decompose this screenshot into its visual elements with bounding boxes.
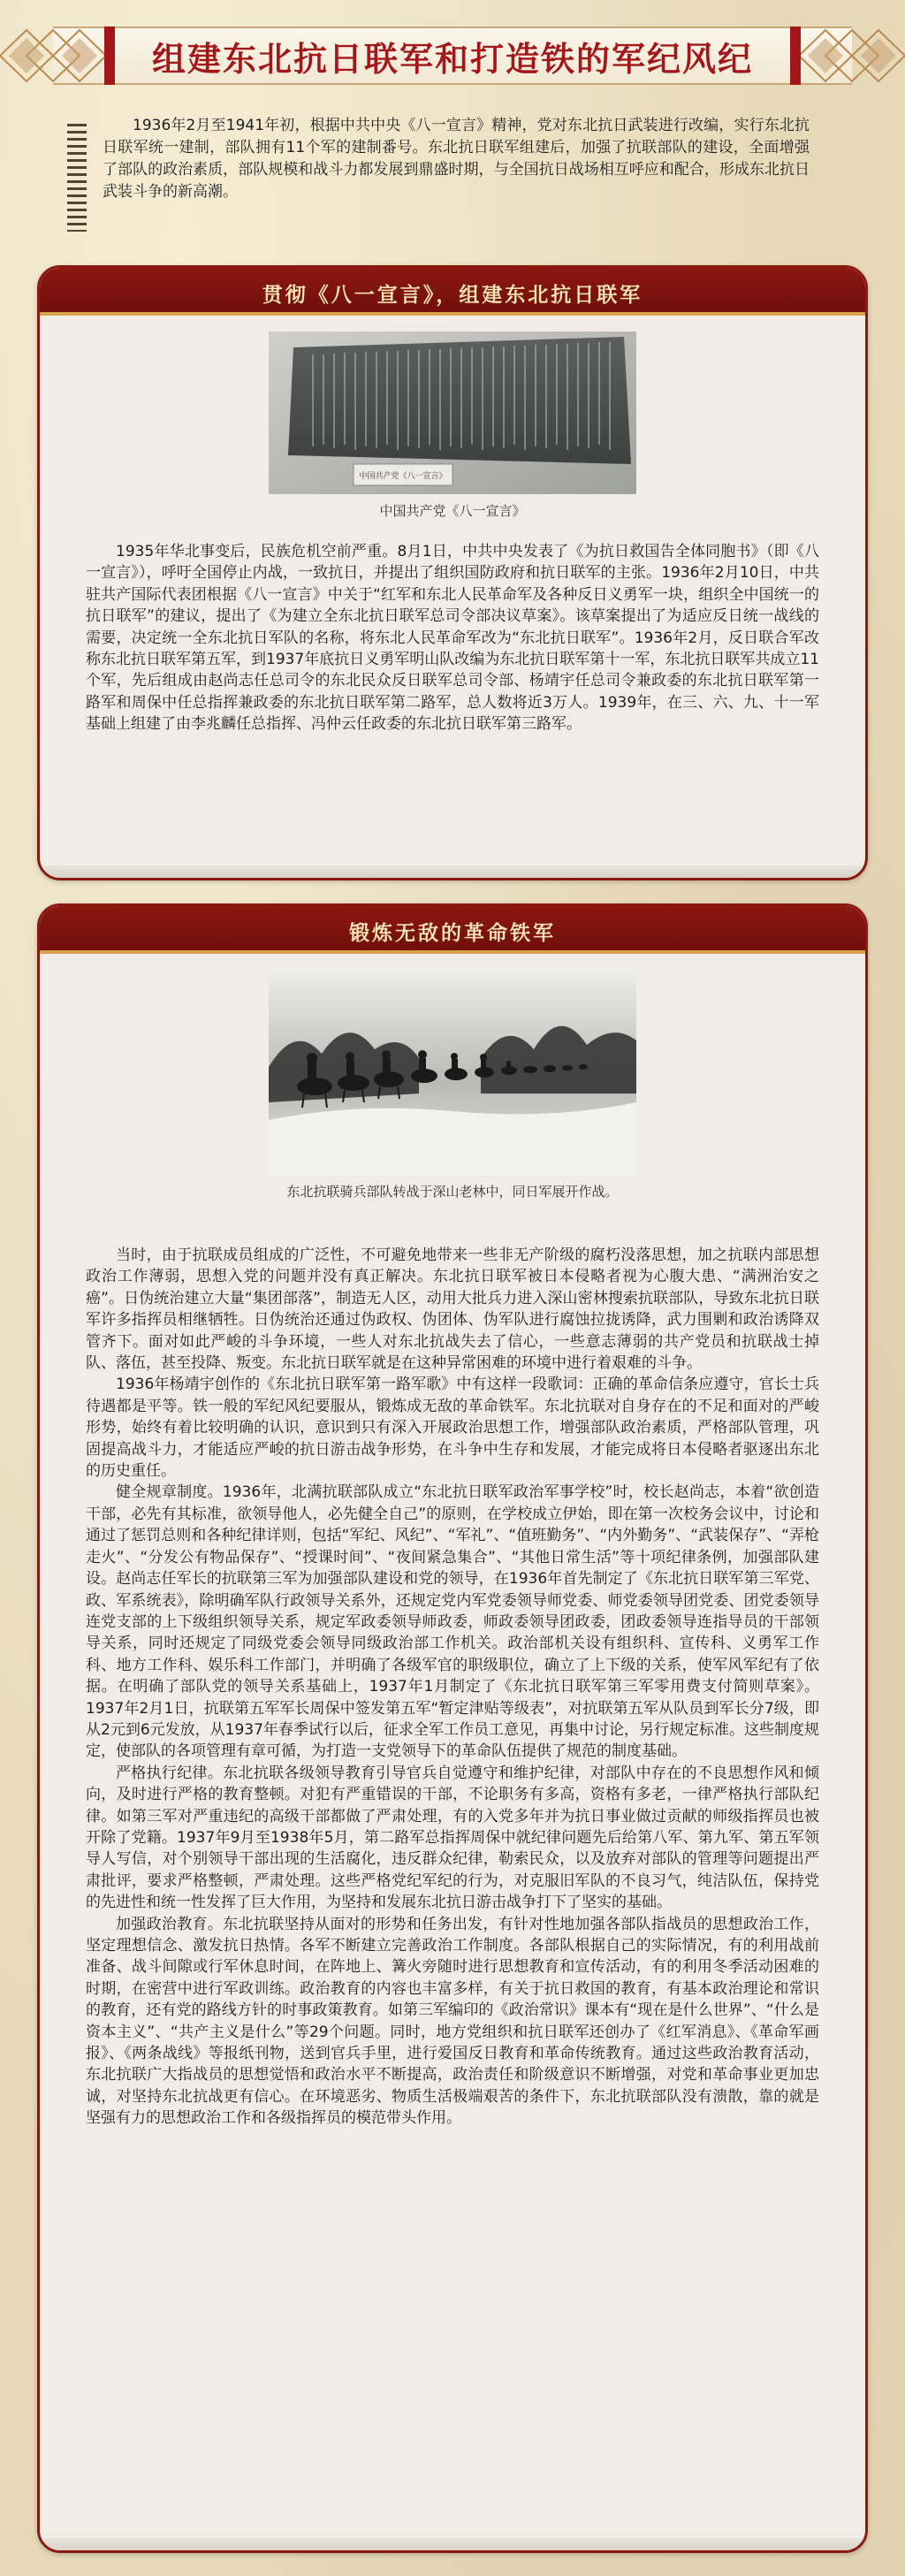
section2-paragraph: 加强政治教育。东北抗联坚持从面对的形势和任务出发，有针对性地加强各部队指战员的思想政治工作，坚定理想信念、激发抗日热情。各军不断建立完善政治工作制度。各部队根据自己的实际情况，有的利用战前准备、战斗间隙或行军休息时间，在阵地上、篝火旁随时进行思想教育和宣传活动，有的利用冬季活动困难的时期，在密营中进行军政训练。政治教育的内容也丰富多样，有关于抗日救国的教育，有基本政治理论和常识的教育，还有党的路线方针的时事政策教育。如第三军编印的《政治常识》课本有“现在是什么世界”、“什么是资本主义”、“共产主义是什么”等29个问题。同时，地方党组织和抗日联军还创办了《红军消息》、《革命军画报》、《两条战线》等报纸刊物，送到官兵手里，进行爱国反日教育和革命传统教育。通过这些政治教育活动，东北抗联广大指战员的思想觉悟和政治水平不断提高，政治责任和阶级意识不断增强，对党和革命事业更加忠诚，对坚持东北抗战更有信心。在环境恶劣、物质生活极端艰苦的条件下，东北抗联部队没有溃散，靠的就是坚强有力的思想政治工作和各级指挥员的模范带头作用。 <box>86 1915 819 2128</box>
section-title-1: 贯彻《八一宣言》，组建东北抗日联军 <box>262 284 643 307</box>
section2-paragraph: 1936年杨靖宇创作的《东北抗日联军第一路军歌》中有这样一段歌词：正确的革命信条应遵守，官长士兵待遇都是平等。铁一般的军纪风纪要服从，锻炼成无敌的革命铁军。东北抗联对自身存在的不足和面对的严峻形势，始终有着比较明确的认识，意识到只有深入开展政治思想工作，增强部队政治素质，严格部队管理，巩固提高战斗力，才能适应严峻的抗日游击战争形势，在斗争中生存和发展，才能完成将日本侵略者驱逐出东北的历史重任。 <box>86 1376 819 1481</box>
section1-paragraph: 1935年华北事变后，民族危机空前严重。8月1日，中共中央发表了《为抗日救国告全体同胞书》（即《八一宣言》），呼吁全国停止内战，一致抗日，并提出了组织国防政府和抗日联军的主张。1936年2月10日，中共驻共产国际代表团根据《八一宣言》中关于“红军和东北人民革命军及各种反日义勇军一块，组织全中国统一的抗日联军”的建议，提出了《为建立全东北抗日联军总司令部决议草案》。该草案提出了为适应反日统一战线的需要，决定统一全东北抗日军队的名称，将东北人民革命军改为“东北抗日联军”。1936年2月，反日联合军改称东北抗日联军第五军，到1937年底抗日义勇军明山队改编为东北抗日联军第十一军，东北抗日联军共成立11个军，先后组成由赵尚志任总司令的东北民众反日联军总司令部、杨靖宇任总司令兼政委的东北抗日联军第一路军和周保中任总指挥兼政委的东北抗日联军第二路军，总人数将近3万人。1939年，在三、六、九、十一军基础上组建了由李兆麟任总指挥、冯仲云任政委的东北抗日联军第三路军。 <box>86 543 819 734</box>
figure-caption-2: 东北抗联骑兵部队转战于深山老林中，同日军展开作战。 <box>286 1184 619 1200</box>
panel-bottom-strip-2 <box>40 2538 865 2550</box>
section-title-2: 锻炼无敌的革命铁军 <box>349 922 556 945</box>
page-title: 组建东北抗日联军和打造铁的军纪风纪 <box>151 40 753 79</box>
figure-caption-1: 中国共产党《八一宣言》 <box>379 503 526 519</box>
section-header-2 <box>40 906 865 954</box>
title-banner <box>0 0 905 103</box>
section2-paragraph: 严格执行纪律。东北抗联各级领导教育引导官兵自觉遵守和维护纪律，对部队中存在的不良思想作风和倾向，及时进行严格的教育整顿。对犯有严重错误的干部，不论职务有多高，资格有多老，一律严格执行部队纪律。如第三军对严重违纪的高级干部都做了严肃处理，有的入党多年并为抗日事业做过贡献的师级指挥员也被开除了党籍。1937年9月至1938年5月，第二路军总指挥周保中就纪律问题先后给第八军、第九军、第五军领导人写信，对个别领导干部出现的生活腐化，违反群众纪律，勒索民众，以及放弃对部队的管理等问题提出严肃批评，要求严格整顿，严肃处理。这些严格党纪军纪的行为，对克服旧军队的不良习气，纯洁队伍，保持党的先进性和统一性发挥了巨大作用，为坚持和发展东北抗日游击战争打下了坚实的基础。 <box>86 1764 819 1912</box>
section-panel-2 <box>37 903 868 2553</box>
section-body-1 <box>40 541 865 735</box>
panel-bottom-strip-1 <box>40 865 865 878</box>
section2-paragraph: 健全规章制度。1936年，北满抗联部队成立“东北抗日联军政治军事学校”时，校长赵尚志，本着“欲创造干部，必先有其标准，欲领导他人，必先健全自己”的原则，在学校成立伊始，即在第一次校务会议中，讨论和通过了惩罚总则和各种纪律详则，包括“军纪、风纪”、“军礼”、“值班勤务”、“内外勤务”、“武装保存”、“弄枪走火”、“分发公有物品保存”、“授课时间”、“夜间紧急集合”、“其他日常生活”等十项纪律条例，加强部队建设。赵尚志任军长的抗联第三军为加强部队建设和党的领导，在1936年首先制定了《东北抗日联军第三军党、政、军系统表》，除明确军队行政领导关系外，还规定党内军党委领导师党委、师党委领导团党委、团党委领导连党支部的上下级组织领导关系，规定军政委领导师政委，师政委领导团政委，团政委领导连指导员的干部领导关系，同时还规定了同级党委会领导同级政治部工作机关。政治部机关设有组织科、宣传科、义勇军工作科、地方工作科、娱乐科工作部门，并明确了各级军官的职级职位，确立了上下级的关系，使军风军纪有了依据。在明确了部队党的领导关系基础上，1937年1月制定了《东北抗日联军第三军零用费支付简则草案》。1937年2月1日，抗联第五军军长周保中签发第五军“暂定津贴等级表”，对抗联第五军从队员到军长分7级，即从2元到6元发放，从1937年春季试行以后，征求全军工作员工意见，再集中讨论，另行规定标准。这些制度规定，使部队的各项管理有章可循，为打造一支党领导下的革命队伍提供了规范的制度基础。 <box>86 1483 819 1761</box>
cavalry-photo-icon <box>269 970 636 1175</box>
intro-decor-bar <box>67 124 87 232</box>
plaque-label: 中国共产党《八一宣言》 <box>359 472 447 481</box>
intro-text: 1936年2月至1941年初，根据中共中央《八一宣言》精神，党对东北抗日武装进行改编，实行东北抗日联军统一建制，部队拥有11个军的建制番号。东北抗日联军组建后，加强了抗联部队的建设，全面增强了部队的政治素质，部队规模和战斗力都发展到鼎盛时期，与全国抗日战场相互呼应和配合，形成东北抗日武装斗争的新高潮。 <box>103 117 810 201</box>
section-header-1 <box>40 268 865 316</box>
stone-tablet-photo-icon <box>269 332 636 494</box>
section-panel-1 <box>37 265 868 880</box>
section-body-2 <box>40 1245 865 2130</box>
section2-paragraph: 当时，由于抗联成员组成的广泛性，不可避免地带来一些非无产阶级的腐朽没落思想，加之抗联内部思想政治工作薄弱，思想入党的问题并没有真正解决。东北抗日联军被日本侵略者视为心腹大患、“满洲治安之癌”。日伪统治建立大量“集团部落”，制造无人区，动用大批兵力进入深山密林搜索抗联部队，导致东北抗日联军许多指挥员相继牺牲。日伪统治还通过伪政权、伪团体、伪军队进行腐蚀拉拢诱降，武力围剿和政治诱降双管齐下。面对如此严峻的斗争环境，一些人对东北抗战失去了信心，一些意志薄弱的共产党员和抗联战士掉队、落伍，甚至投降、叛变。东北抗日联军就是在这种异常困难的环境中进行着艰难的斗争。 <box>86 1246 819 1373</box>
